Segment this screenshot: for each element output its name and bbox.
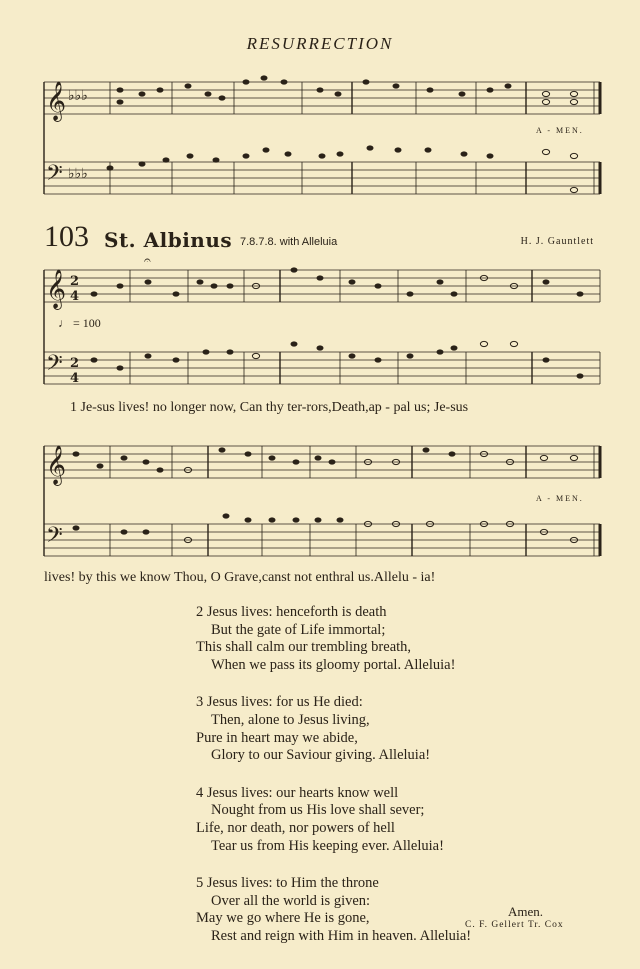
verse-line: Life, nor death, nor powers of hell bbox=[196, 819, 395, 836]
previous-hymn-amen-label: A - MEN. bbox=[536, 126, 584, 135]
svg-text:2: 2 bbox=[70, 274, 80, 289]
running-head: RESURRECTION bbox=[246, 34, 394, 53]
meter: 7.8.7.8. with Alleluia bbox=[240, 236, 338, 248]
author-translator-credits: C. F. Gellert Tr. Cox bbox=[465, 920, 564, 930]
tempo-marking bbox=[58, 316, 101, 331]
verse-2 bbox=[196, 604, 471, 674]
verses bbox=[196, 604, 471, 966]
svg-text:𝄢: 𝄢 bbox=[46, 351, 63, 381]
svg-text:𝄢: 𝄢 bbox=[46, 523, 63, 553]
verse-5 bbox=[196, 875, 471, 945]
quarter-note-icon: ♩ bbox=[58, 316, 70, 330]
verse-line: 4 Jesus lives: our hearts know well bbox=[196, 784, 399, 801]
svg-text:♭♭♭: ♭♭♭ bbox=[68, 88, 88, 104]
svg-text:𝄞: 𝄞 bbox=[46, 445, 67, 485]
amen-label: A - MEN. bbox=[536, 494, 584, 503]
svg-text:𝄞: 𝄞 bbox=[46, 269, 67, 309]
verse-line: May we go where He is gone, bbox=[196, 910, 370, 927]
music-system-previous-hymn bbox=[0, 60, 640, 210]
hymn-number: 103 bbox=[44, 220, 89, 253]
svg-text:2: 2 bbox=[70, 356, 80, 371]
svg-text:𝄢: 𝄢 bbox=[46, 161, 63, 191]
verse-line: This shall calm our trembling breath, bbox=[196, 639, 412, 656]
svg-text:4: 4 bbox=[70, 371, 80, 386]
verse-line: But the gate of Life immortal; bbox=[211, 621, 386, 638]
lyrics-underlay-line-1: 1 Je-sus lives! no longer now, Can thy ter-rors,Death,ap - pal us; Je-sus bbox=[70, 400, 469, 415]
verse-line: Over all the world is given: bbox=[211, 892, 371, 909]
verse-line: 5 Jesus lives: to Him the throne bbox=[196, 875, 379, 892]
verse-line: When we pass its gloomy portal. Alleluia! bbox=[211, 656, 456, 673]
svg-text:♭♭♭: ♭♭♭ bbox=[68, 166, 88, 182]
tune-name: St. Albinus bbox=[104, 228, 233, 252]
verse-line: Glory to our Saviour giving. Alleluia! bbox=[211, 747, 431, 764]
verse-line: Pure in heart may we abide, bbox=[196, 729, 358, 746]
tempo-value: = 100 bbox=[73, 316, 101, 330]
composer: H. J. Gauntlett bbox=[520, 236, 594, 247]
verse-3 bbox=[196, 694, 471, 764]
verse-4 bbox=[196, 785, 471, 855]
svg-text:𝄐: 𝄐 bbox=[144, 254, 151, 267]
verse-line: Nought from us His love shall sever; bbox=[211, 802, 425, 819]
verse-line: 2 Jesus lives: henceforth is death bbox=[196, 604, 387, 620]
verse-line: Tear us from His keeping ever. Alleluia! bbox=[211, 837, 444, 854]
verse-line: Then, alone to Jesus living, bbox=[211, 711, 370, 728]
svg-text:4: 4 bbox=[70, 289, 80, 304]
svg-text:𝄞: 𝄞 bbox=[46, 81, 67, 121]
final-amen: Amen. bbox=[508, 904, 544, 919]
lyrics-underlay-line-2: lives! by this we know Thou, O Grave,canst not enthral us.Allelu - ia! bbox=[44, 570, 436, 585]
verse-line: Rest and reign with Him in heaven. Alleluia! bbox=[211, 927, 472, 944]
verse-line: 3 Jesus lives: for us He died: bbox=[196, 694, 363, 711]
